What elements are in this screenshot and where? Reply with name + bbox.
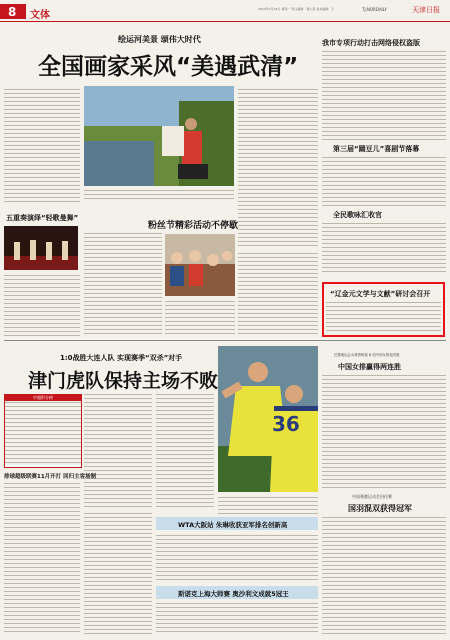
sports-text-c <box>84 512 152 634</box>
sports-text-f <box>156 602 318 634</box>
sports-text-a <box>84 393 152 509</box>
sports-right-kicker: 巴黎奥运会女排资格赛 B 组中国女排迎首胜 <box>334 353 400 357</box>
sports-text-e <box>156 534 318 582</box>
page-number: 8 <box>8 5 17 19</box>
banner-wta-text: WTA大阪站 朱琳收获亚军排名创新高 <box>178 521 288 529</box>
painter-photo <box>84 86 234 186</box>
fans-photo <box>165 234 235 296</box>
sports-right-text-2 <box>322 516 446 636</box>
jersey-number: 36 <box>272 412 300 436</box>
top-kicker: 绘运河美景 颂伟大时代 <box>118 35 201 44</box>
masthead-rule <box>0 21 450 22</box>
sports-text-d <box>218 496 318 516</box>
sports-right-h1: 中国女排赢得两连胜 <box>338 363 401 371</box>
sports-headline: 津门虎队保持主场不败 <box>28 370 219 392</box>
mid-caption <box>165 300 235 336</box>
right-text-2 <box>322 156 446 206</box>
highlight-text <box>326 301 441 333</box>
paper-logo: 天津日报 <box>412 6 440 14</box>
left-h2: 排球超级联赛11月开打 回归主客场制 <box>4 474 97 480</box>
table-title: 中超积分榜 <box>5 395 81 401</box>
date-line: 2023年9月18日 星期一 责任编辑：聂小燕 美术编辑：王 <box>258 7 335 11</box>
right-text-3 <box>322 222 446 274</box>
top-left-text <box>4 88 80 204</box>
right-h2: 第三届“踹豆儿”喜剧节落幕 <box>333 145 420 153</box>
mid-text-left <box>84 232 162 336</box>
photo-caption <box>84 189 234 201</box>
section-name: 文体 <box>30 10 50 21</box>
left-text-1 <box>4 274 80 336</box>
right-h3: 全民歌咏汇收官 <box>333 211 382 219</box>
sports-rule <box>4 340 446 341</box>
mid-text-right <box>238 252 318 336</box>
quintet-photo <box>4 226 78 270</box>
left-text-2 <box>4 482 80 634</box>
site-name: TJ.NORDAILY <box>362 7 387 12</box>
sports-right-kicker-2: 中国香港运动会田径赛 <box>352 494 392 499</box>
right-text-1 <box>322 50 446 140</box>
sports-kicker: 1:0战胜大连人队 实现赛季“双杀”对手 <box>60 354 183 362</box>
banner-snooker-text: 斯诺克上海大师赛 奥沙利文成就5冠王 <box>178 590 289 598</box>
highlight-headline: “辽金元文学与文献”研讨会召开 <box>330 290 431 298</box>
top-mid-text <box>238 88 318 248</box>
mid-headline: 粉丝节精彩活动不停歇 <box>148 221 239 231</box>
sports-right-text-1 <box>322 374 446 488</box>
left-h1: 五重奏演绎“轻歌曼舞” <box>6 214 79 222</box>
sports-right-h2: 国羽混双获得冠军 <box>348 504 412 513</box>
standings-table <box>4 394 82 468</box>
right-h1: 我市专项行动打击网络侵权盗版 <box>322 39 420 47</box>
sports-text-b <box>156 393 214 509</box>
top-headline: 全国画家采风“美遇武清” <box>38 54 299 80</box>
footballer-photo <box>218 346 318 492</box>
